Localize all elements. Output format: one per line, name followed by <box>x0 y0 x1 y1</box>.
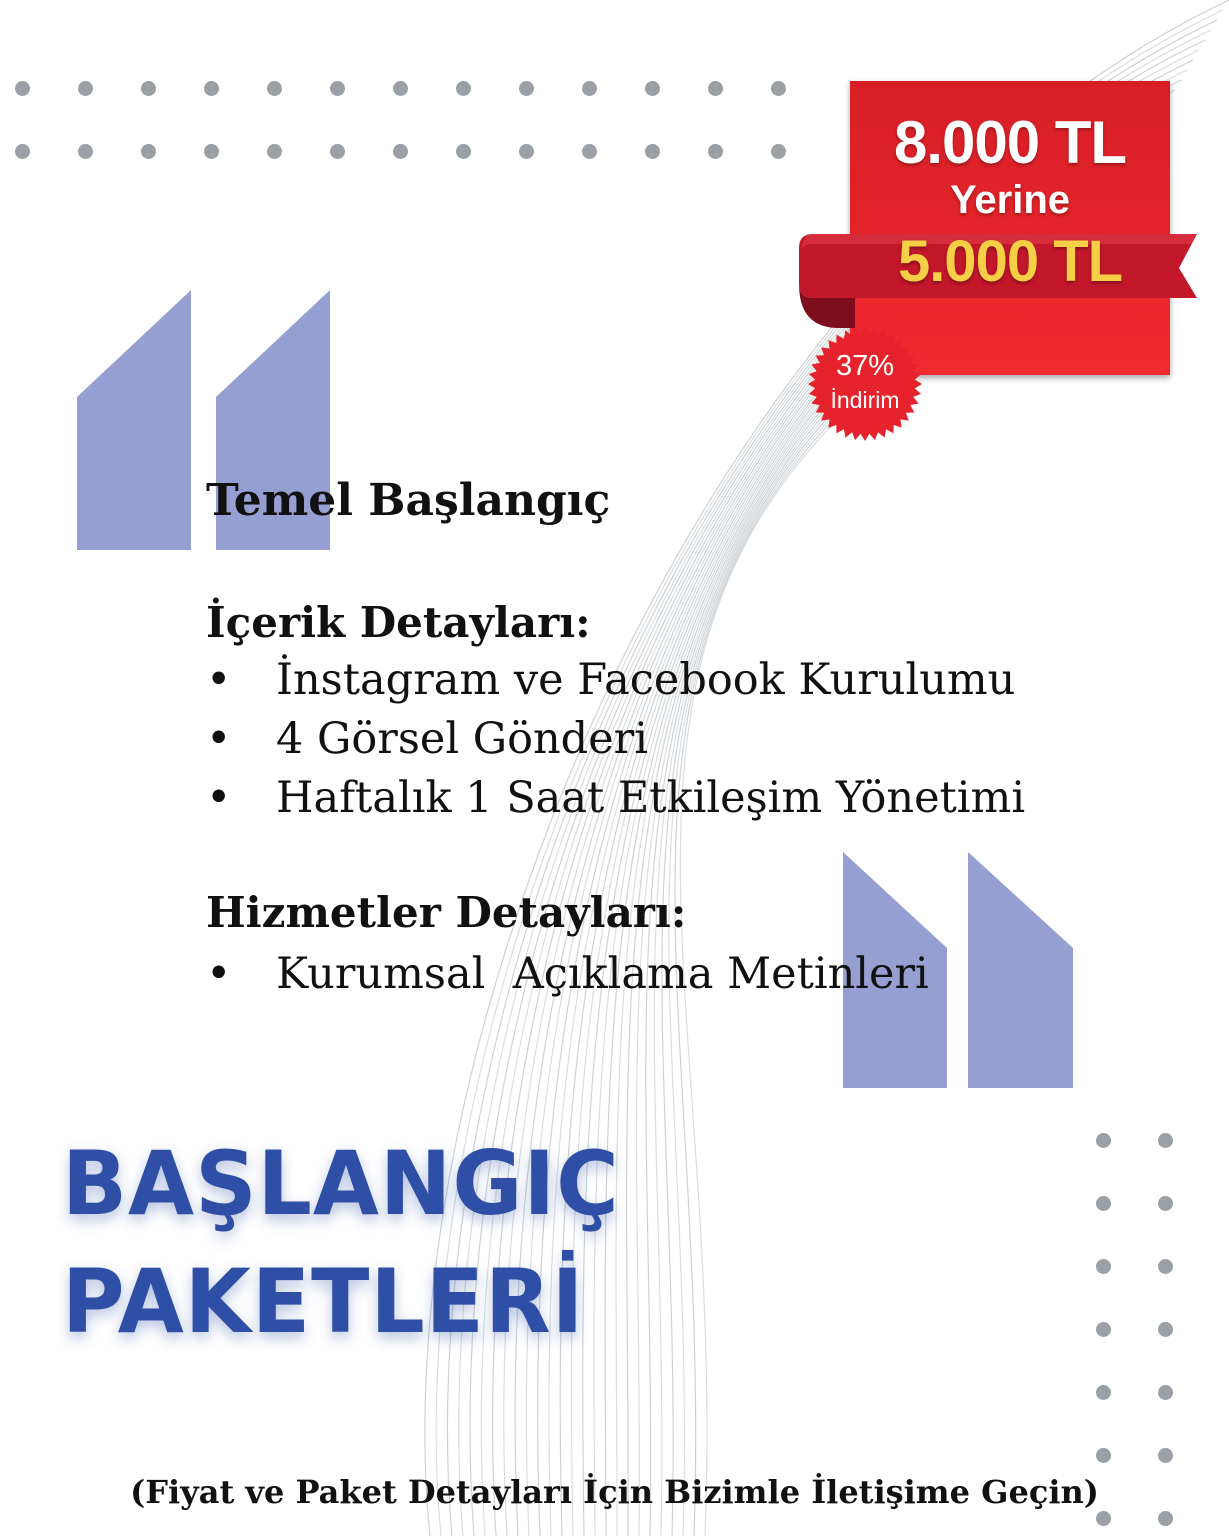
decor-dot <box>1158 1511 1173 1526</box>
decor-dot <box>78 81 93 96</box>
list-item: • 4 Görsel Gönderi <box>206 710 1025 769</box>
decor-dot <box>771 144 786 159</box>
decor-dot <box>1096 1322 1111 1337</box>
decor-dot <box>519 81 534 96</box>
decor-dot <box>1096 1133 1111 1148</box>
decor-dot <box>1096 1259 1111 1274</box>
decor-dot <box>78 144 93 159</box>
service-details-list <box>206 945 929 1004</box>
contact-note: (Fiyat ve Paket Detayları İçin Bizimle İletişime Geçin) <box>130 1473 1099 1511</box>
decor-dot <box>330 81 345 96</box>
decor-dot <box>204 81 219 96</box>
discount-seal <box>805 324 925 444</box>
decor-dot <box>15 144 30 159</box>
decor-dot <box>645 81 660 96</box>
decor-dot <box>141 81 156 96</box>
list-item: • Haftalık 1 Saat Etkileşim Yönetimi <box>206 769 1025 828</box>
decor-dot <box>582 144 597 159</box>
decor-dot <box>330 144 345 159</box>
decor-dot <box>456 144 471 159</box>
instead-label: Yerine <box>949 178 1071 222</box>
content-details-heading: İçerik Detayları: <box>206 598 591 647</box>
decor-dot <box>1096 1448 1111 1463</box>
old-price: 8.000 TL <box>893 109 1127 176</box>
decor-dot <box>708 144 723 159</box>
decor-dot <box>1158 1448 1173 1463</box>
decor-dot <box>1158 1322 1173 1337</box>
decor-dot <box>393 144 408 159</box>
decor-dot <box>15 81 30 96</box>
decor-dot <box>267 81 282 96</box>
decor-dot <box>267 144 282 159</box>
package-title: Temel Başlangıç <box>206 475 611 526</box>
decor-dot <box>771 81 786 96</box>
service-details-heading: Hizmetler Detayları: <box>206 888 687 937</box>
decor-dot <box>204 144 219 159</box>
decor-dot <box>582 81 597 96</box>
decor-dot <box>1158 1259 1173 1274</box>
discount-percent: 37% <box>835 350 895 382</box>
decor-dot <box>1096 1511 1111 1526</box>
decor-dot <box>141 144 156 159</box>
decor-dot <box>456 81 471 96</box>
decor-dot <box>1096 1196 1111 1211</box>
price-badge <box>795 78 1205 458</box>
decor-dot <box>519 144 534 159</box>
decor-dot <box>393 81 408 96</box>
discount-label: İndirim <box>830 387 900 413</box>
headline-line-2: PAKETLERİ <box>62 1250 585 1353</box>
new-price: 5.000 TL <box>897 229 1123 294</box>
decor-dot <box>1158 1133 1173 1148</box>
headline-line-1: BAŞLANGIÇ <box>62 1132 620 1235</box>
decor-dot <box>1158 1385 1173 1400</box>
list-item: • Kurumsal Açıklama Metinleri <box>206 945 929 1004</box>
decor-dot <box>708 81 723 96</box>
list-item: • İnstagram ve Facebook Kurulumu <box>206 651 1025 710</box>
decor-dot <box>645 144 660 159</box>
content-details-list <box>206 651 1025 828</box>
decor-dot <box>1158 1196 1173 1211</box>
decor-dot <box>1096 1385 1111 1400</box>
